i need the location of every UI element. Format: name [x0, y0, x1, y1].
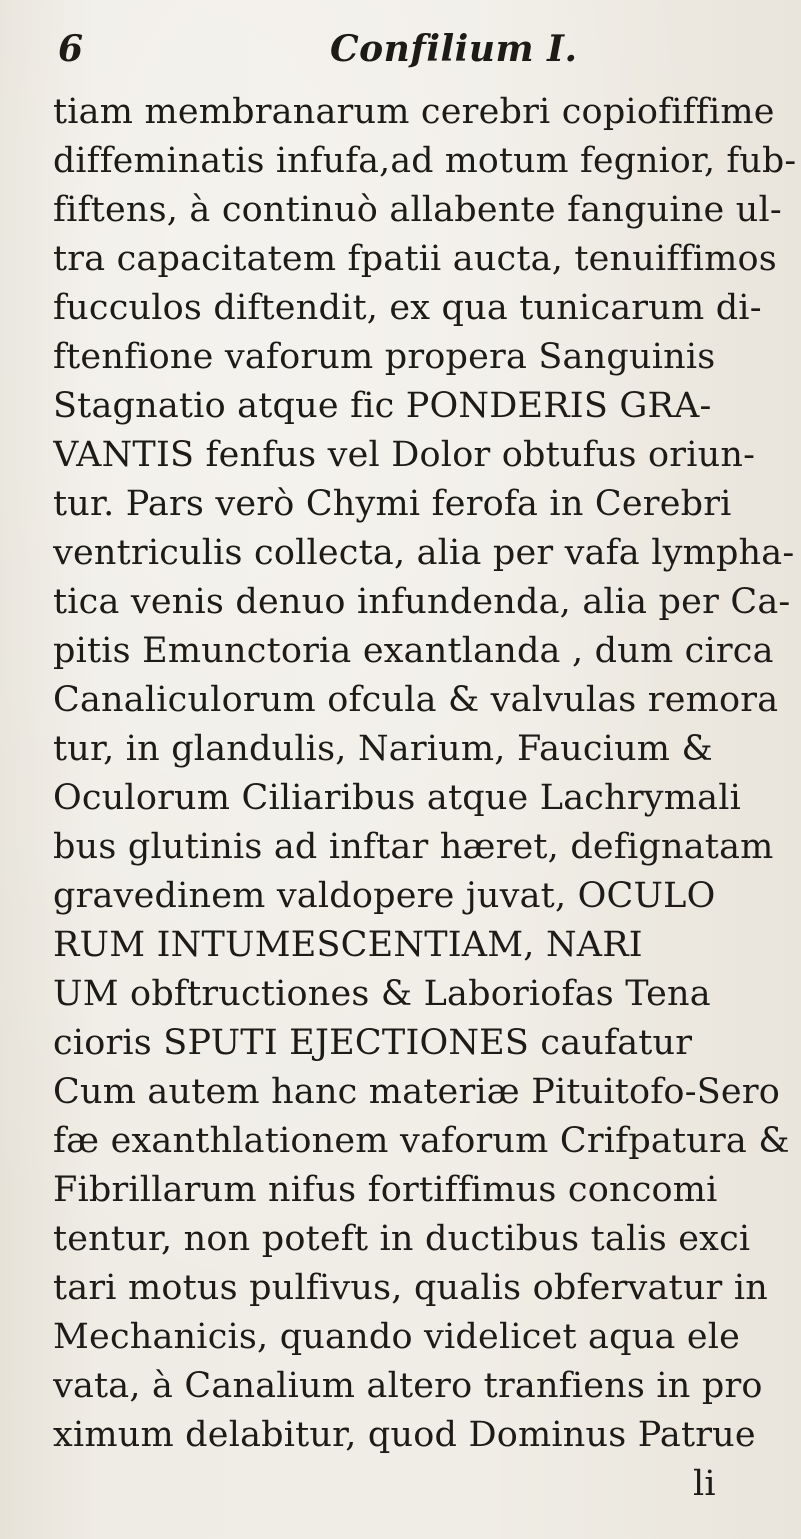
text-line: tiam membranarum cerebri copiofiffime	[53, 92, 775, 132]
text-line: Cum autem hanc materiæ Pituitofo-Sero	[53, 1072, 781, 1112]
text-line: UM obftructiones & Laboriofas Tena	[53, 974, 711, 1014]
text-line: diffeminatis infufa,ad motum fegnior, fub-	[53, 141, 797, 181]
text-line: bus glutinis ad inftar hæret, defignatam	[53, 827, 774, 867]
catchword: li	[693, 1464, 716, 1504]
text-line: ventriculis collecta, alia per vafa lympha-	[53, 533, 795, 573]
text-line: cioris SPUTI EJECTIONES caufatur	[53, 1023, 693, 1063]
text-line: tica venis denuo infundenda, alia per Ca-	[53, 582, 791, 622]
text-line: Stagnatio atque fic PONDERIS GRA-	[53, 386, 712, 426]
page-header	[0, 18, 801, 78]
text-line: Fibrillarum nifus fortiffimus concomi	[53, 1170, 718, 1210]
page-number: 6	[58, 28, 84, 70]
text-line: Mechanicis, quando videlicet aqua ele	[53, 1317, 741, 1357]
text-line: tentur, non poteft in ductibus talis exci	[53, 1219, 751, 1259]
text-line: VANTIS fenfus vel Dolor obtufus oriun-	[53, 435, 756, 475]
text-line: ftenfione vaforum propera Sanguinis	[53, 337, 716, 377]
text-line: gravedinem valdopere juvat, OCULO	[53, 876, 716, 916]
text-line: RUM INTUMESCENTIAM, NARI	[53, 925, 643, 965]
text-line: fucculos diftendit, ex qua tunicarum di-	[53, 288, 762, 328]
text-line: tur, in glandulis, Narium, Faucium &	[53, 729, 713, 769]
text-line: ximum delabitur, quod Dominus Patrue	[53, 1415, 756, 1455]
text-line: tra capacitatem fpatii aucta, tenuiffimos	[53, 239, 777, 279]
text-line: vata, à Canalium altero tranfiens in pro	[53, 1366, 763, 1406]
text-line: fæ exanthlationem vaforum Crifpatura &	[53, 1121, 790, 1161]
text-line: Oculorum Ciliaribus atque Lachrymali	[53, 778, 741, 818]
text-line: Canaliculorum ofcula & valvulas remora	[53, 680, 779, 720]
text-line: pitis Emunctoria exantlanda , dum circa	[53, 631, 774, 671]
body-text	[53, 90, 798, 1520]
running-title: Confilium I.	[330, 28, 578, 70]
text-line: fiftens, à continuò allabente fanguine ul-	[53, 190, 782, 230]
text-line: tari motus pulfivus, qualis obfervatur in	[53, 1268, 768, 1308]
text-line: tur. Pars verò Chymi ferofa in Cerebri	[53, 484, 732, 524]
